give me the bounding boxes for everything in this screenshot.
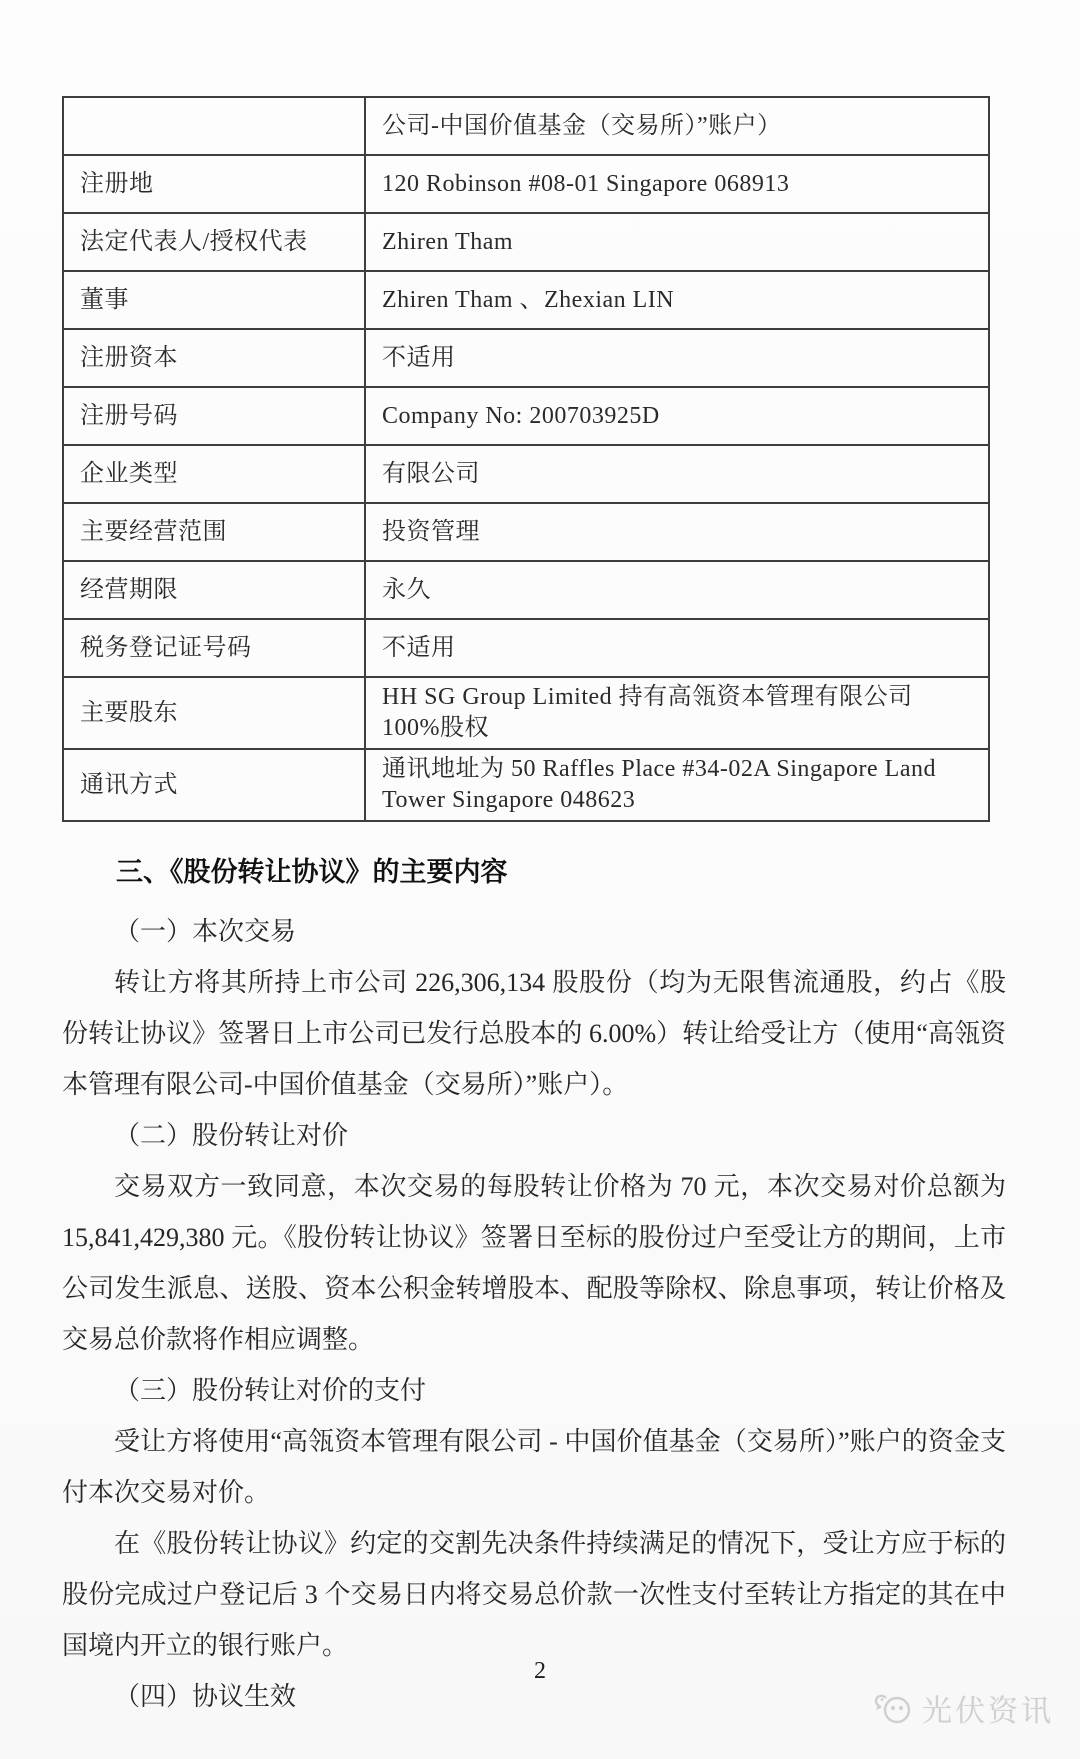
table-row [63, 155, 989, 213]
table-row [63, 619, 989, 677]
table-row [63, 213, 989, 271]
field-label: 税务登记证号码 [63, 619, 365, 677]
field-label: 通讯方式 [63, 749, 365, 821]
page-number: 2 [534, 1658, 546, 1684]
field-value: 投资管理 [365, 503, 989, 561]
field-value: 通讯地址为 50 Raffles Place #34-02A Singapore Land Tower Singapore 048623 [365, 749, 989, 821]
table-row [63, 749, 989, 821]
table-row [63, 561, 989, 619]
field-value: Zhiren Tham [365, 213, 989, 271]
field-label: 注册号码 [63, 387, 365, 445]
field-label [63, 97, 365, 155]
paragraph-payment-account: 受让方将使用“高瓴资本管理有限公司 - 中国价值基金（交易所）”账户的资金支付本次交易对价。 [62, 1427, 1006, 1507]
field-value: 永久 [365, 561, 989, 619]
company-info-table [62, 96, 990, 822]
field-label: 经营期限 [63, 561, 365, 619]
table-row [63, 97, 989, 155]
table-row [63, 503, 989, 561]
watermark-label: 光伏资讯 [922, 1695, 1054, 1728]
subheading-4: （四）协议生效 [114, 1682, 297, 1711]
table-row [63, 271, 989, 329]
field-label: 主要经营范围 [63, 503, 365, 561]
table-row [63, 387, 989, 445]
watermark [873, 1686, 1054, 1730]
field-value: Zhiren Tham 、Zhexian LIN [365, 271, 989, 329]
field-label: 企业类型 [63, 445, 365, 503]
paragraph-payment-terms: 在《股份转让协议》约定的交割先决条件持续满足的情况下，受让方应于标的股份完成过户登记后 3 个交易日内将交易总价款一次性支付至转让方指定的其在中国境内开立的银行账户。 [62, 1529, 1006, 1660]
document-content [0, 96, 1080, 1722]
paragraph-consideration: 交易双方一致同意，本次交易的每股转让价格为 70 元，本次交易对价总额为 15,841,429,380 元。《股份转让协议》签署日至标的股份过户至受让方的期间，上市公司发生派息、送股、资本公积金转增股本、配股等除权、除息事项，转让价格及交易总价款将作相应调整。 [62, 1172, 1006, 1354]
subheading-3: （三）股份转让对价的支付 [114, 1376, 427, 1405]
field-value: 不适用 [365, 329, 989, 387]
field-label: 法定代表人/授权代表 [63, 213, 365, 271]
table-row [63, 329, 989, 387]
table-row [63, 445, 989, 503]
field-label: 注册地 [63, 155, 365, 213]
field-value: Company No: 200703925D [365, 387, 989, 445]
subheading-1: （一）本次交易 [114, 917, 297, 946]
subheading-2: （二）股份转让对价 [114, 1121, 349, 1150]
field-value: 不适用 [365, 619, 989, 677]
field-label: 注册资本 [63, 329, 365, 387]
wechat-logo-icon [873, 1687, 915, 1729]
section-heading: 三、《股份转让协议》的主要内容 [116, 857, 508, 887]
paragraph-transaction: 转让方将其所持上市公司 226,306,134 股股份（均为无限售流通股，约占《股份转让协议》签署日上市公司已发行总股本的 6.00%）转让给受让方（使用“高瓴资本管理有限公司-中国价值基金（交易所）”账户）。 [62, 968, 1006, 1099]
field-value: HH SG Group Limited 持有高瓴资本管理有限公司 100%股权 [365, 677, 989, 749]
field-value: 有限公司 [365, 445, 989, 503]
field-value: 公司-中国价值基金（交易所）”账户） [365, 97, 989, 155]
field-value: 120 Robinson #08-01 Singapore 068913 [365, 155, 989, 213]
table-row [63, 677, 989, 749]
field-label: 主要股东 [63, 677, 365, 749]
field-label: 董事 [63, 271, 365, 329]
